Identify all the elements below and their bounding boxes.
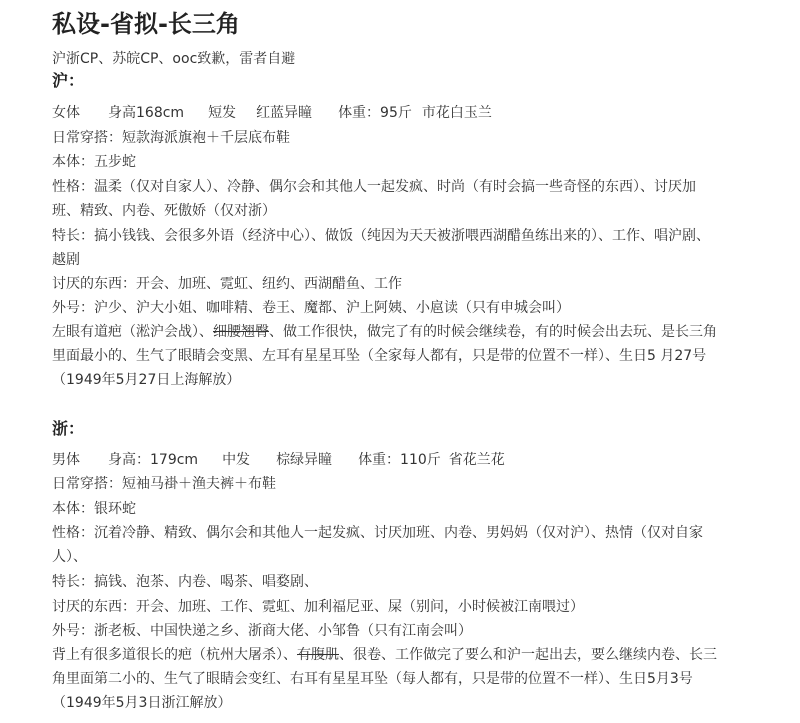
hu-true-form: 本体：五步蛇: [52, 154, 136, 170]
zhe-height: 身高：179cm: [108, 452, 199, 468]
hu-personality-line-1: 性格：温柔（仅对自家人）、冷静、偶尔会和其他人一起发疯、时尚（有时会搞一些奇怪的东西）、讨厌加: [52, 179, 696, 195]
zhe-weight: 体重：110斤: [358, 452, 441, 468]
zhe-notes-line-1: [52, 643, 752, 667]
hu-skills-line-1: 特长：搞小钱钱、会很多外语（经济中心）、做饭（纯因为天天被浙喂西湖醋鱼练出来的）、工作、唱沪剧、: [52, 228, 710, 244]
zhe-gender: 男体: [52, 452, 80, 468]
hu-skills-line-2: 越剧: [52, 252, 80, 268]
zhe-hair: 中发: [222, 452, 251, 468]
hu-gender: 女体: [52, 105, 80, 121]
hu-personality-line-2: 班、精致、内卷、死傲娇（仅对浙）: [52, 203, 276, 219]
zhe-notes-line-3: （1949年5月3日浙江解放）: [52, 695, 232, 711]
zhe-eyes: 棕绿异瞳: [276, 452, 333, 468]
hu-notes-line-1: [52, 320, 752, 344]
hu-notes-line-2: 里面最小的、生气了眼睛会变黑、左耳有星星耳坠（全家每人都有，只是带的位置不一样）、生日5 月27号: [52, 348, 707, 364]
page-title: 私设-省拟-长三角: [52, 10, 240, 38]
hu-hair: 短发: [208, 105, 237, 121]
zhe-nicknames: 外号：浙老板、中国快递之乡、浙商大佬、小邹鲁（只有江南会叫）: [52, 623, 472, 639]
hu-skills: [52, 224, 752, 272]
hu-eyes: 红蓝异瞳: [256, 105, 313, 121]
zhe-notes-text-b: 、很卷、工作做完了要么和沪一起出去，要么继续内卷、长三: [339, 647, 717, 663]
hu-notes: [52, 320, 752, 392]
hu-notes-text-a: 左眼有道疤（淞沪会战）、: [52, 324, 213, 340]
page-subtitle: 沪浙CP、苏皖CP、ooc致歉，雷者自避: [52, 51, 296, 67]
zhe-personality: [52, 521, 752, 569]
hu-weight: 体重：95斤: [338, 105, 412, 121]
zhe-personality-line-1: 性格：沉着冷静、精致、偶尔会和其他人一起发疯、讨厌加班、内卷、男妈妈（仅对沪）、热情（仅对自家: [52, 525, 703, 541]
zhe-personality-line-2: 人）、: [52, 549, 87, 565]
zhe-notes-strikethrough: 有腹肌: [297, 647, 339, 663]
section-heading-zhe: 浙：: [52, 419, 85, 438]
zhe-true-form: 本体：银环蛇: [52, 501, 136, 517]
hu-flower: 市花白玉兰: [421, 105, 492, 121]
zhe-notes: [52, 643, 752, 715]
hu-stats-line: [52, 101, 752, 125]
hu-daily-wear: 日常穿搭：短款海派旗袍＋千层底布鞋: [52, 130, 290, 146]
zhe-dislikes: 讨厌的东西：开会、加班、工作、霓虹、加利福尼亚、屎（别问，小时候被江南喂过）: [52, 599, 584, 615]
zhe-daily-wear: 日常穿搭：短袖马褂＋渔夫裤＋布鞋: [52, 476, 276, 492]
zhe-notes-line-2: 角里面第二小的、生气了眼睛会变红、右耳有星星耳坠（每人都有，只是带的位置不一样）、生日5月3号: [52, 671, 693, 687]
hu-dislikes: 讨厌的东西：开会、加班、霓虹、纽约、西湖醋鱼、工作: [52, 276, 402, 292]
hu-nicknames: 外号：沪少、沪大小姐、咖啡精、卷王、魔都、沪上阿姨、小扈读（只有申城会叫）: [52, 300, 570, 316]
hu-notes-strikethrough: 细腰翘臀: [213, 324, 269, 340]
zhe-skills: 特长：搞钱、泡茶、内卷、喝茶、唱婺剧、: [52, 574, 318, 590]
zhe-stats-line: [52, 448, 752, 472]
section-heading-hu: 沪：: [52, 71, 85, 90]
zhe-flower: 省花兰花: [448, 452, 505, 468]
hu-personality: [52, 175, 752, 223]
zhe-notes-text-a: 背上有很多道很长的疤（杭州大屠杀）、: [52, 647, 297, 663]
hu-notes-text-b: 、做工作很快，做完了有的时候会继续卷，有的时候会出去玩、是长三角: [269, 324, 717, 340]
hu-height: 身高168cm: [108, 105, 185, 121]
hu-notes-line-3: （1949年5月27日上海解放）: [52, 372, 241, 388]
